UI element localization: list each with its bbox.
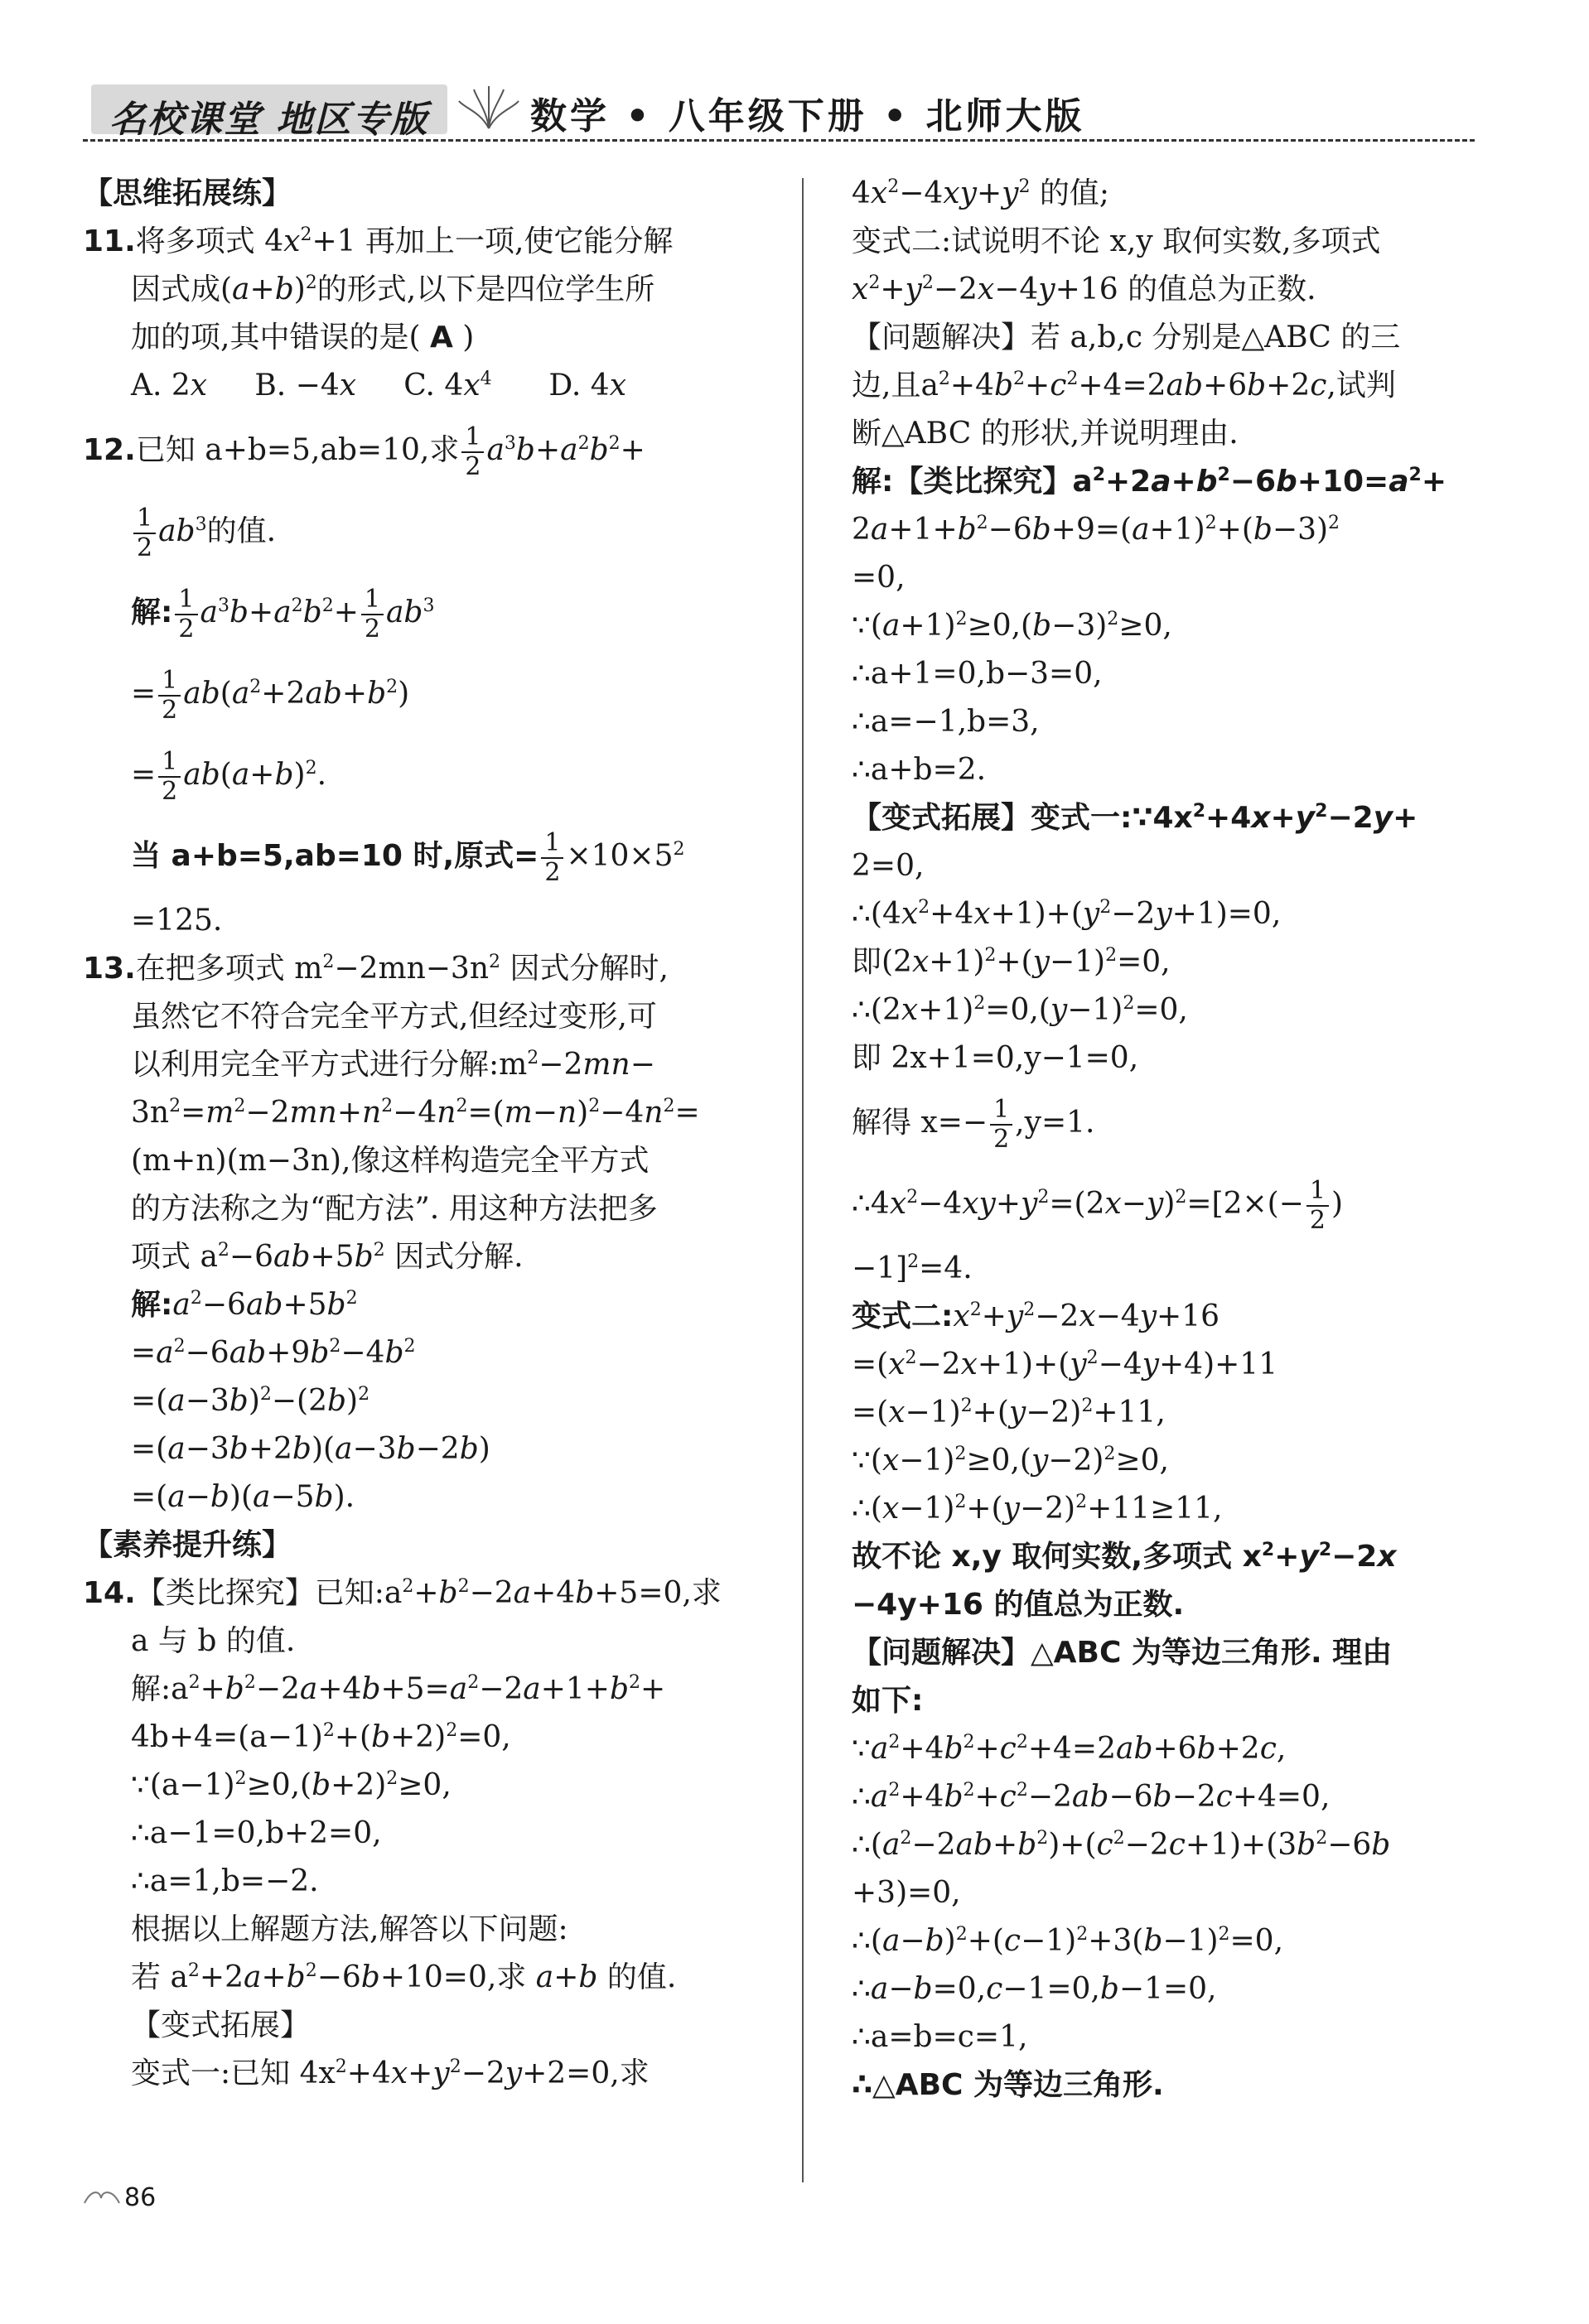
q13-line: 以利用完全平方式进行分解$:m^2-2mn-$: [131, 1048, 655, 1082]
q13-solution: $=(a-3b)^2-(2b)^2$: [131, 1384, 370, 1418]
text-line: 2=0,: [852, 849, 925, 883]
q14-line: 14.【类比探究】已知$:a^2+b^2-2a+4b+5=0$,求: [83, 1576, 722, 1610]
text-line: $x^2+y^2-2x-4y+16$ 的值总为正数.: [852, 272, 1316, 306]
q14-line: ∴a−1=0,b+2=0,: [131, 1816, 382, 1850]
q12-solution: =125.: [131, 904, 223, 938]
answer: A: [429, 321, 453, 354]
q11-options: A. 2x B. −4x C. $4x^4$ D. 4x: [131, 369, 626, 403]
q14-line: 变式一:已知 $4x^2+4x+y^2-2y+2=0$,求: [131, 2056, 650, 2090]
q12-solution: 解: $\frac{1}{2}$ $a^3b+a^2b^2+$ $\frac{1}{2}$ $ab^3$: [131, 585, 435, 644]
q14-line: $4b+4=(a-1)^2+(b+2)^2=0$,: [131, 1720, 511, 1754]
text-line: 即$(2x+1)^2+(y-1)^2=0$,: [852, 945, 1171, 979]
q13-line: $3n^2=m^2-2mn+n^2-4n^2=(m-n)^2-4n^2=$: [131, 1096, 700, 1130]
q13-solution: =(a−b)(a−5b).: [131, 1480, 355, 1514]
q13-line: 13.在把多项式 $m^2-2mn-3n^2$ 因式分解时,: [83, 952, 669, 986]
q14-line: 根据以上解题方法,解答以下问题:: [131, 1912, 568, 1946]
q12-solution: = $\frac{1}{2}$ $ab(a^2+2ab+b^2)$: [131, 666, 410, 725]
section-title: 【思维拓展练】: [83, 176, 292, 210]
text-line: $\therefore(a^2-2ab+b^2)+(c^2-2c+1)+(3b^2-6b$: [852, 1828, 1391, 1862]
page-header: [83, 80, 1475, 146]
q12-solution: 当 a+b=5,ab=10 时,原式= $\frac{1}{2}$ $\times 10\times 5^2$: [131, 828, 685, 887]
text-line: 如下:: [852, 1684, 924, 1718]
q14-line: $\because(a-1)^2\ge 0,(b+2)^2\ge 0$,: [131, 1768, 452, 1802]
q12-line: 12.已知 a+b=5,ab=10,求 $\frac{1}{2}$ $a^3b+a^2b^2+$: [83, 422, 645, 481]
text-line: 边,且$a^2+4b^2+c^2+4=2ab+6b+2c$,试判: [852, 369, 1396, 403]
section-title: 【素养提升练】: [83, 1528, 292, 1562]
q11-line: 因式成$(a+b)^2$的形式,以下是四位学生所: [131, 272, 655, 306]
text-line: 解得 x=− $\frac{1}{2}$ ,y=1.: [852, 1095, 1095, 1154]
page-number: 86: [124, 2183, 157, 2212]
text-line: ∴a−b=0,c−1=0,b−1=0,: [852, 1972, 1217, 2006]
text-line: 【问题解决】△ABC 为等边三角形. 理由: [852, 1636, 1393, 1670]
text-line: 故不论 x,y 取何实数,多项式 $x^2+y^2-2x$: [852, 1540, 1397, 1574]
q12-solution: = $\frac{1}{2}$ $ab(a+b)^2$.: [131, 747, 327, 806]
q12-line: $\frac{1}{2}$ $ab^3$的值.: [83, 491, 746, 572]
brand-badge: [91, 84, 447, 141]
text-line: ∴a=b=c=1,: [852, 2020, 1028, 2054]
text-line: $\therefore(4x^2+4x+1)+(y^2-2y+1)=0$,: [852, 897, 1282, 931]
text-line: $=(x^2-2x+1)+(y^2-4y+4)+11$: [852, 1348, 1278, 1381]
text-line: $\because(a+1)^2\ge 0,(b-3)^2\ge 0$,: [852, 609, 1172, 643]
brand-title: 名校课堂 地区专版: [109, 99, 429, 141]
q13-solution: 解$:a^2-6ab+5b^2$: [131, 1288, 358, 1322]
right-column: [852, 170, 1481, 2109]
q13-solution: $=a^2-6ab+9b^2-4b^2$: [131, 1336, 416, 1370]
text-line: $\therefore 4x^2-4xy+y^2=(2x-y)^2=[2\times(-$ $\frac{1}{2}$ ): [852, 1176, 1343, 1235]
text-line: 解:【类比探究】$a^2+2a+b^2-6b+10=a^2+$: [852, 465, 1447, 499]
q13-line: (m+n)(m−3n),像这样构造完全平方式: [131, 1144, 650, 1178]
text-line: 即 2x+1=0,y−1=0,: [852, 1041, 1139, 1075]
text-line: $\therefore(2x+1)^2=0,(y-1)^2=0$,: [852, 993, 1188, 1027]
text-line: 变式二:试说明不论 x,y 取何实数,多项式: [852, 224, 1381, 258]
q14-line: 解$:a^2+b^2-2a+4b+5=a^2-2a+1+b^2+$: [131, 1672, 666, 1706]
q13-line: 虽然它不符合完全平方式,但经过变形,可: [131, 1000, 657, 1034]
text-line: $\therefore a^2+4b^2+c^2-2ab-6b-2c+4=0$,: [852, 1780, 1331, 1814]
text-line: 断△ABC 的形状,并说明理由.: [852, 417, 1239, 451]
text-line: $\therefore(a-b)^2+(c-1)^2+3(b-1)^2=0$,: [852, 1924, 1284, 1958]
text-line: ∴a+1=0,b−3=0,: [852, 657, 1103, 691]
text-line: $4x^2-4xy+y^2$ 的值;: [852, 176, 1110, 210]
q14-line: ∴a=1,b=−2.: [131, 1864, 319, 1898]
page-ornament-icon: [83, 2187, 121, 2208]
q11-line: 加的项,其中错误的是( A ): [131, 321, 475, 354]
q14-line: 【变式拓展】: [131, 2008, 311, 2042]
text-line: $\therefore(x-1)^2+(y-2)^2+11\ge 11$,: [852, 1492, 1223, 1526]
text-line: $2a+1+b^2-6b+9=(a+1)^2+(b-3)^2$: [852, 513, 1340, 547]
header-rule: [83, 139, 1475, 142]
fountain-ornament-icon: [456, 83, 522, 133]
q14-line: a 与 b 的值.: [131, 1624, 296, 1658]
text-line: 【变式拓展】变式一$:\because 4x^2+4x+y^2-2y+$: [852, 801, 1418, 835]
text-line: ∴△ABC 为等边三角形.: [852, 2068, 1164, 2102]
text-line: ∴a+b=2.: [852, 753, 987, 787]
subject-title: 数学 • 八年级下册 • 北师大版: [530, 95, 1085, 137]
q13-solution: =(a−3b+2b)(a−3b−2b): [131, 1432, 490, 1466]
q13-line: 项式 $a^2-6ab+5b^2$ 因式分解.: [131, 1240, 524, 1274]
text-line: −1]$^2$=4.: [852, 1251, 973, 1285]
text-line: ∴a=−1,b=3,: [852, 705, 1040, 739]
text-line: 【问题解决】若 a,b,c 分别是△ABC 的三: [852, 321, 1401, 354]
text-line: −4y+16 的值总为正数.: [852, 1588, 1185, 1622]
q14-line: 若 $a^2+2a+b^2-6b+10=0$,求 a+b 的值.: [131, 1960, 677, 1994]
text-line: $\because a^2+4b^2+c^2+4=2ab+6b+2c$,: [852, 1732, 1287, 1766]
column-divider: [802, 178, 804, 2182]
text-line: 变式二$:x^2+y^2-2x-4y+16$: [852, 1299, 1220, 1333]
text-line: $=(x-1)^2+(y-2)^2+11$,: [852, 1396, 1166, 1430]
left-column: [83, 170, 746, 2098]
text-line: +3)=0,: [852, 1876, 961, 1910]
text-line: =0,: [852, 561, 906, 595]
text-line: $\because(x-1)^2\ge 0,(y-2)^2\ge 0$,: [852, 1444, 1169, 1478]
q11-line: 11.将多项式 $4x^2+1$ 再加上一项,使它能分解: [83, 224, 674, 258]
q13-line: 的方法称之为“配方法”. 用这种方法把多: [131, 1192, 658, 1226]
